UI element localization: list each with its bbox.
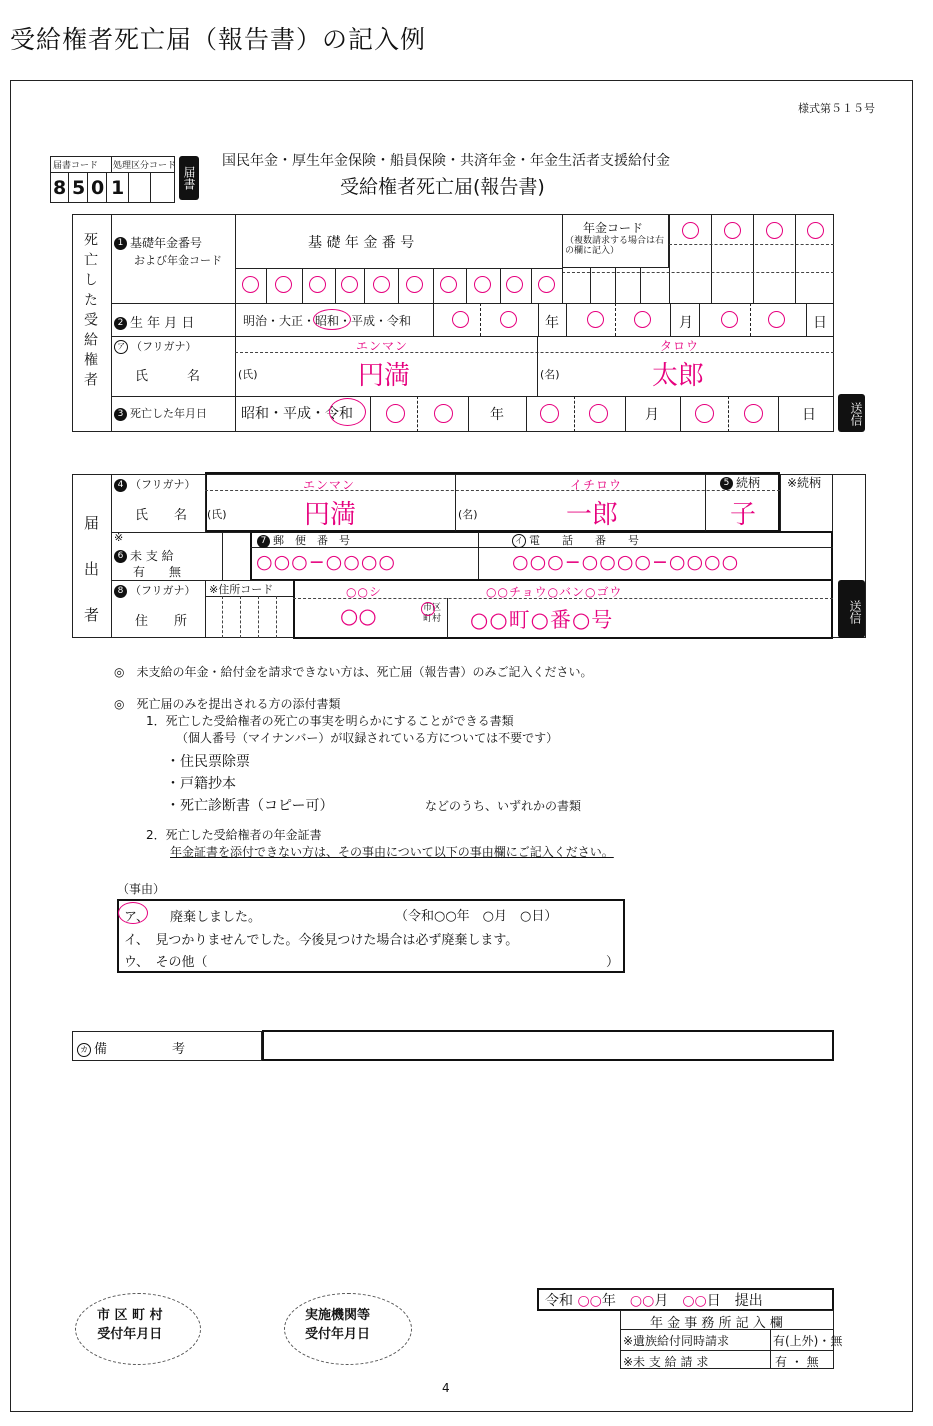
relation-value: 子 [730, 500, 757, 530]
city-kind: 市区 町村 [423, 603, 442, 624]
municipal-stamp-text: 市 区 町 村 受付年月日 [97, 1308, 163, 1342]
reason-i-text: イ、 見つかりませんでした。今後見つけた場合は必ず廃棄します。 [124, 933, 519, 948]
month-label: 月 [645, 407, 659, 423]
remarks-field[interactable] [262, 1030, 834, 1061]
agency-stamp-text: 実施機関等 受付年月日 [305, 1308, 371, 1342]
address-city: ○○ [340, 604, 377, 628]
todoke-badge: 届書 [179, 156, 199, 200]
digit-circle[interactable] [768, 311, 785, 328]
digit-circle[interactable] [474, 276, 491, 293]
pension-code-note: （複数請求する場合は右の欄に記入） [565, 236, 665, 256]
digit-circle[interactable] [538, 276, 555, 293]
digit-circle[interactable] [721, 311, 738, 328]
death-label: 3 死亡した年月日 [114, 405, 207, 421]
digit-circle[interactable] [695, 404, 714, 423]
day-label: 日 [802, 407, 816, 423]
page-number: 4 [442, 1381, 450, 1395]
name-label: 氏 名 [135, 369, 201, 384]
furigana-label: ア （フリガナ） [114, 338, 196, 354]
furigana-last2: エンマン [303, 478, 356, 492]
todoke-code-label: 届書コード [53, 161, 99, 171]
bullet-note: などのうち、いずれかの書類 [425, 799, 582, 813]
digit-circle[interactable] [589, 404, 608, 423]
digit-circle[interactable] [587, 311, 604, 328]
address-furigana-city: ○○シ [346, 585, 382, 599]
page-title: 受給権者死亡届（報告書）の記入例 [10, 25, 427, 54]
postal-value: ○○○−○○○○ [256, 551, 396, 573]
digit-circle[interactable] [373, 276, 390, 293]
month-label: 月 [679, 315, 693, 331]
name-last: 円満 [358, 361, 411, 391]
digit-circle[interactable] [275, 276, 292, 293]
address-furigana-rest: ○○チョウ○バン○ゴウ [486, 585, 623, 599]
furigana-first2: イチロウ [570, 478, 623, 492]
code-digit: 5 [72, 177, 86, 199]
office-r1-label: ※遺族給付同時請求 [623, 1334, 730, 1348]
reason-label: （事由） [117, 882, 166, 896]
address-label: 住 所 [135, 614, 188, 629]
address-furigana-label: 8 （フリガナ） [114, 582, 195, 598]
shori-code-label: 処理区分コード [113, 161, 177, 171]
office-r2-val: 有 ・ 無 [775, 1355, 819, 1369]
phone-value: ○○○−○○○○−○○○○ [512, 551, 740, 573]
code-digit: 0 [91, 177, 105, 199]
digit-circle[interactable] [341, 276, 358, 293]
reason-a-mark: ア、 [124, 910, 149, 925]
pension-code-label: 年金コード [583, 221, 644, 235]
unpaid-label: 6 未 支 給 [114, 547, 174, 564]
basic-pension-label: 1 基礎年金番号 [114, 234, 202, 251]
office-title: 年 金 事 務 所 記 入 欄 [650, 1316, 783, 1331]
postal-label: 7 郵 便 番 号 [257, 532, 350, 548]
digit-circle[interactable] [500, 311, 517, 328]
code-digit: 1 [111, 177, 125, 199]
reason-u-close: ） [606, 955, 620, 970]
reason-a-text: 廃棄しました。 [170, 910, 262, 925]
header-line1: 国民年金・厚生年金保険・船員保険・共済年金・年金生活者支援給付金 [222, 153, 670, 169]
name-first2: 一郎 [566, 500, 619, 530]
phone-label: イ 電 話 番 号 [512, 532, 639, 548]
digit-circle[interactable] [506, 276, 523, 293]
digit-circle[interactable] [309, 276, 326, 293]
death-eras: 昭和・平成・令和 [241, 406, 353, 422]
shi-label: (氏) [238, 368, 258, 381]
note-2: ◎ 死亡届のみを提出される方の添付書類 [114, 697, 341, 711]
remarks-label: カ 備 考 [77, 1038, 185, 1057]
form-number: 様式第５１５号 [798, 102, 875, 115]
code-digit: 8 [53, 177, 67, 199]
digit-circle[interactable] [682, 222, 699, 239]
digit-circle[interactable] [452, 311, 469, 328]
furigana-last: エンマン [356, 339, 409, 353]
office-r2-label: ※未 支 給 請 求 [623, 1355, 709, 1369]
unpaid-mark: ※ [114, 531, 124, 544]
furigana-first: タロウ [660, 339, 700, 353]
reason-a-circle [118, 902, 148, 924]
note-1: ◎ 未支給の年金・給付金を請求できない方は、死亡届（報告書）のみご記入ください。 [114, 665, 593, 679]
bullet-3: ・死亡診断書（コピー可） [166, 798, 334, 814]
unpaid-label2: 有 無 [133, 565, 182, 579]
mei-label2: (名) [458, 508, 478, 521]
digit-circle[interactable] [540, 404, 559, 423]
name-last2: 円満 [304, 500, 357, 530]
day-label: 日 [813, 315, 827, 331]
mei-label: (名) [540, 368, 560, 381]
send-badge: 送信 [838, 580, 865, 638]
name-first: 太郎 [652, 361, 705, 391]
digit-circle[interactable] [242, 276, 259, 293]
digit-circle[interactable] [766, 222, 783, 239]
note-2-2: 2．死亡した受給権者の年金証書 [146, 828, 322, 842]
shi-label2: (氏) [207, 508, 227, 521]
header-line2: 受給権者死亡届(報告書) [340, 176, 545, 198]
birth-label: 2 生 年 月 日 [114, 312, 194, 331]
send-badge: 送信 [838, 394, 865, 432]
submit-date: 令和 ○○年 ○○月 ○○日 提出 [545, 1293, 763, 1309]
note-2-2b: 年金証書を添付できない方は、その事由について以下の事由欄にご記入ください。 [170, 845, 614, 859]
note-2-1b: （個人番号（マイナンバー）が収録されている方については不要です） [176, 731, 559, 745]
city-circle [421, 602, 435, 616]
note-2-1: 1．死亡した受給権者の死亡の事実を明らかにすることができる書類 [146, 714, 514, 728]
digit-circle[interactable] [744, 404, 763, 423]
year-label: 年 [490, 407, 504, 423]
birth-eras: 明治・大正・昭和・平成・令和 [243, 314, 412, 328]
name-label2: 氏 名 [135, 508, 188, 523]
address-code-label: ※住所コード [209, 583, 274, 596]
year-label: 年 [545, 315, 559, 331]
office-r1-val: 有(上外)・無 [773, 1334, 843, 1348]
digit-circle[interactable] [807, 222, 824, 239]
digit-circle[interactable] [724, 222, 741, 239]
deceased-side-label: 死亡した受給権者 [82, 232, 98, 392]
digit-circle[interactable] [386, 404, 405, 423]
reason-u-text: ウ、 その他（ [124, 955, 208, 970]
relation-note: ※続柄 [787, 476, 822, 490]
digit-circle[interactable] [406, 276, 423, 293]
bullet-1: ・住民票除票 [166, 754, 250, 770]
reason-a-date: （令和○○年 ○月 ○日） [395, 909, 558, 924]
relation-label: 5 続柄 [720, 474, 760, 491]
address-rest: ○○町○番○号 [470, 608, 614, 632]
digit-circle[interactable] [440, 276, 457, 293]
bullet-2: ・戸籍抄本 [166, 776, 236, 792]
notifier-side-label: 届 出 者 [84, 514, 100, 624]
digit-circle[interactable] [634, 311, 651, 328]
era-circle-death [329, 398, 366, 426]
furigana-label2: 4 （フリガナ） [114, 476, 195, 492]
digit-circle[interactable] [434, 404, 453, 423]
era-circle-birth [313, 309, 351, 330]
basic-pension-head: 基 礎 年 金 番 号 [308, 235, 415, 251]
basic-pension-sub: および年金コード [134, 254, 222, 267]
